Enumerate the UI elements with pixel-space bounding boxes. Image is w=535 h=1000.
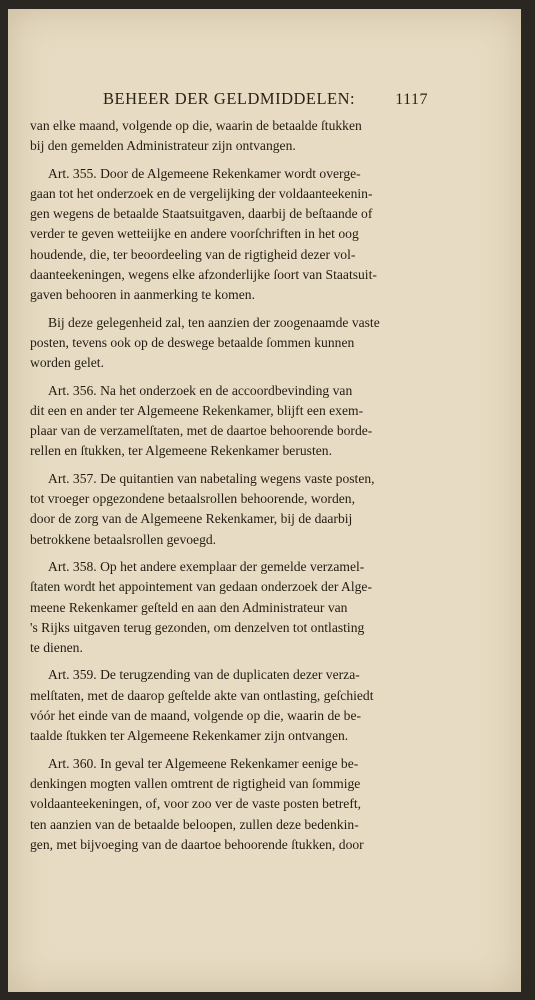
text-line: gaven behooren in aanmerking te komen. <box>30 287 255 303</box>
text-line: houdende, die, ter beoordeeling van de rigtigheid dezer vol- <box>30 246 356 262</box>
text-line: gaan tot het onderzoek en de vergelijking der voldaanteekenin- <box>30 185 373 201</box>
paragraph <box>30 381 442 462</box>
text-line: tot vroeger opgezondene betaalsrollen behoorende, worden, <box>30 491 355 507</box>
text-line: denkingen mogten vallen omtrent de rigtigheid van ſommige <box>30 775 361 791</box>
text-line: taalde ſtukken ter Algemeene Rekenkamer zijn ontvangen. <box>30 728 349 744</box>
text-line: gen wegens de betaalde Staatsuitgaven, daarbij de beſtaande of <box>30 206 373 222</box>
page-header <box>103 89 428 109</box>
text-line: Bij deze gelegenheid zal, ten aanzien der zoogenaamde vaste <box>48 314 380 330</box>
text-line: Art. 359. De terugzending van de duplicaten dezer verza- <box>48 667 360 683</box>
text-line: Art. 358. Op het andere exemplaar der gemelde verzamel- <box>48 558 365 574</box>
text-line: Art. 357. De quitantien van nabetaling wegens vaste posten, <box>48 470 375 486</box>
text-line: Art. 356. Na het onderzoek en de accoordbevinding van <box>48 382 353 398</box>
text-line: Art. 355. Door de Algemeene Rekenkamer wordt overge- <box>48 165 361 181</box>
text-line: melſtaten, met de daarop geſtelde akte van ontlasting, geſchiedt <box>30 687 374 703</box>
text-line: posten, tevens ook op de deswege betaalde ſommen kunnen <box>30 334 355 350</box>
paragraph <box>30 469 442 550</box>
text-line: door de zorg van de Algemeene Rekenkamer, bij de daarbij <box>30 511 353 527</box>
paragraph <box>30 557 442 658</box>
text-line: rellen en ſtukken, ter Algemeene Rekenkamer berusten. <box>30 443 332 459</box>
paragraph <box>30 754 442 855</box>
paragraph <box>30 313 442 374</box>
text-line: betrokkene betaalsrollen gevoegd. <box>30 531 217 547</box>
text-line: Art. 360. In geval ter Algemeene Rekenkamer eenige be- <box>48 755 359 771</box>
text-line: 's Rijks uitgaven terug gezonden, om denzelven tot ontlasting <box>30 619 365 635</box>
text-line: voldaanteekeningen, of, voor zoo ver de vaste posten betreft, <box>30 796 362 812</box>
page-number: 1117 <box>395 91 428 108</box>
text-line: van elke maand, volgende op die, waarin de betaalde ſtukken <box>30 118 362 133</box>
running-title: BEHEER DER GELDMIDDELEN: <box>103 89 356 108</box>
text-line: gen, met bijvoeging van de daartoe behoorende ſtukken, door <box>30 836 364 852</box>
book-page <box>8 9 521 992</box>
text-line: dit een en ander ter Algemeene Rekenkamer, blijft een exem- <box>30 402 364 418</box>
text-line: ſtaten wordt het appointement van gedaan onderzoek der Alge- <box>30 579 372 595</box>
text-line: worden gelet. <box>30 355 104 371</box>
paragraph <box>30 116 442 157</box>
text-line: te dienen. <box>30 640 83 656</box>
text-line: meene Rekenkamer geſteld en aan den Administrateur van <box>30 599 348 615</box>
body-text <box>30 116 442 862</box>
text-line: vóór het einde van de maand, volgende op die, waarin de be- <box>30 708 362 724</box>
text-line: bij den gemelden Administrateur zijn ontvangen. <box>30 138 296 154</box>
text-line: plaar van de verzamelſtaten, met de daartoe behoorende borde- <box>30 423 373 439</box>
paragraph <box>30 164 442 306</box>
text-line: ten aanzien van de betaalde beloopen, zullen deze bedenkin- <box>30 816 359 832</box>
text-line: verder te geven wetteiijke en andere voorſchriften in het oog <box>30 226 359 242</box>
paragraph <box>30 665 442 746</box>
text-line: daanteekeningen, wegens elke afzonderlijke ſoort van Staatsuit- <box>30 267 377 283</box>
